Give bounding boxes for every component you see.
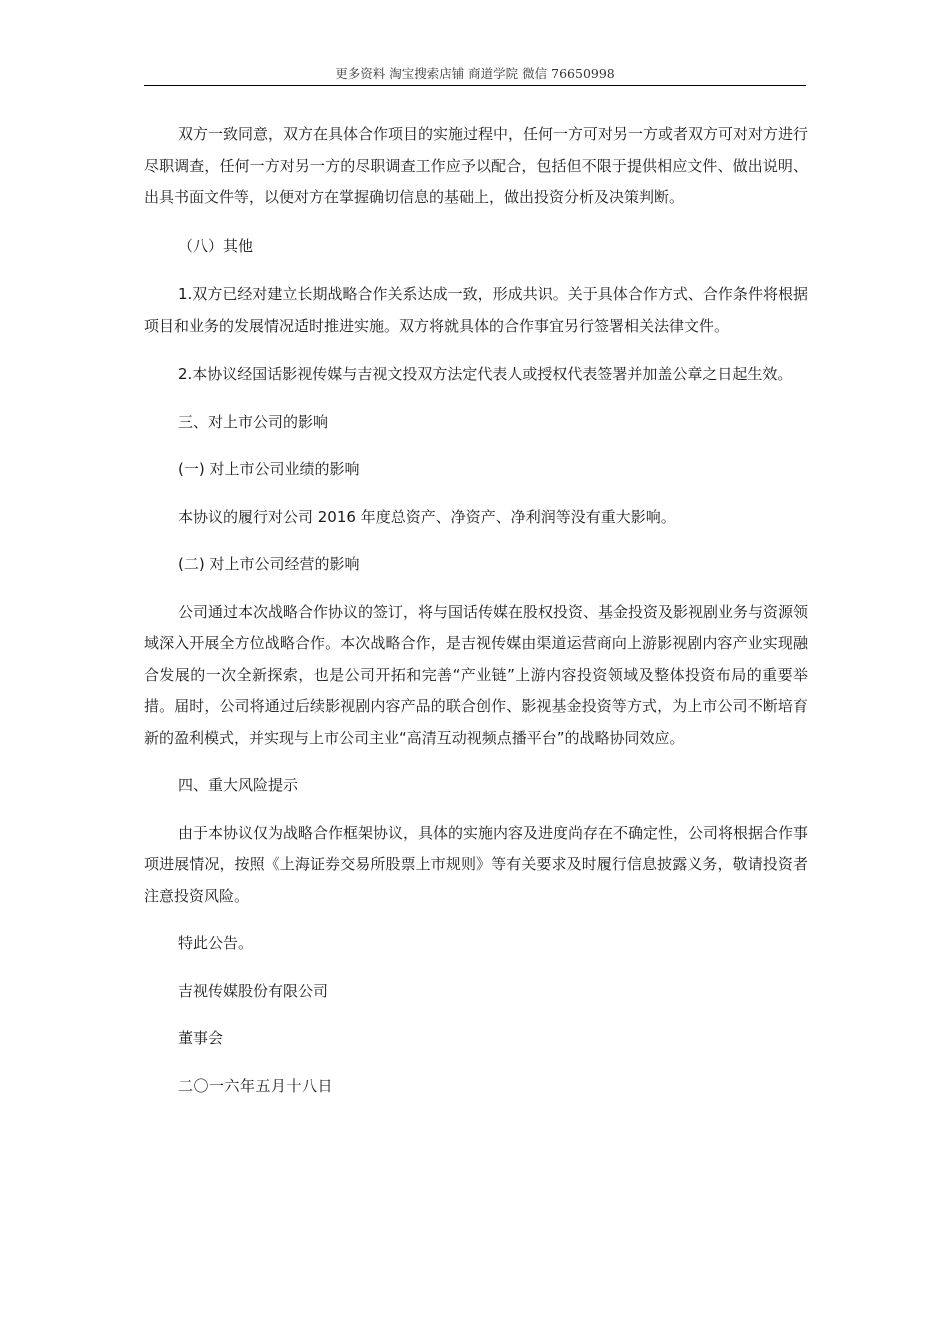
header-divider bbox=[144, 85, 806, 86]
paragraph-clause-2: 2.本协议经国话影视传媒与吉视文投双方法定代表人或授权代表签署并加盖公章之日起生效。 bbox=[178, 365, 793, 383]
paragraph-due-diligence: 双方一致同意，双方在具体合作项目的实施过程中，任何一方可对另一方或者双方可对对方进行尽职调查，任何一方对另一方的尽职调查工作应予以配合，包括但不限于提供相应文件、做出说明、出具书面文件等，以便对方在掌握确切信息的基础上，做出投资分析及决策判断。 bbox=[144, 125, 809, 206]
paragraph-operations: 公司通过本次战略合作协议的签订，将与国话传媒在股权投资、基金投资及影视剧业务与资源领域深入开展全方位战略合作。本次战略合作，是吉视传媒由渠道运营商向上游影视剧内容产业实现融合发展的一次全新探索，也是公司开拓和完善“产业链”上游内容投资领域及整体投资布局的重要举措。届时，公司将通过后续影视剧内容产品的联合创作、影视基金投资等方式，为上市公司不断培育新的盈利模式，并实现与上市公司主业“高清互动视频点播平台”的战略协同效应。 bbox=[144, 602, 809, 747]
announcement-closing: 特此公告。 bbox=[178, 934, 254, 952]
section-heading-risk: 四、重大风险提示 bbox=[178, 776, 299, 794]
board-signature: 董事会 bbox=[178, 1029, 224, 1047]
document-body bbox=[144, 119, 808, 1102]
subheading-performance-impact: (一) 对上市公司业绩的影响 bbox=[178, 460, 360, 478]
section-heading-impact: 三、对上市公司的影响 bbox=[178, 412, 329, 431]
page-header-text: 更多资料 淘宝搜索店铺 商道学院 微信 76650998 bbox=[335, 66, 615, 81]
paragraph-risk: 由于本协议仅为战略合作框架协议，具体的实施内容及进度尚存在不确定性，公司将根据合作事项进展情况，按照《上海证券交易所股票上市规则》等有关要求及时履行信息披露义务，敬请投资者注意投资风险。 bbox=[144, 823, 809, 905]
paragraph-clause-1: 1.双方已经对建立长期战略合作关系达成一致，形成共识。关于具体合作方式、合作条件将根据项目和业务的发展情况适时推进实施。双方将就具体的合作事宜另行签署相关法律文件。 bbox=[144, 285, 808, 335]
company-name: 吉视传媒股份有限公司 bbox=[178, 981, 329, 1000]
section-heading-other: （八）其他 bbox=[178, 236, 254, 255]
announcement-date: 二〇一六年五月十八日 bbox=[178, 1076, 334, 1095]
subheading-operations-impact: (二) 对上市公司经营的影响 bbox=[178, 555, 360, 573]
paragraph-performance: 本协议的履行对公司 2016 年度总资产、净资产、净利润等没有重大影响。 bbox=[178, 507, 676, 526]
